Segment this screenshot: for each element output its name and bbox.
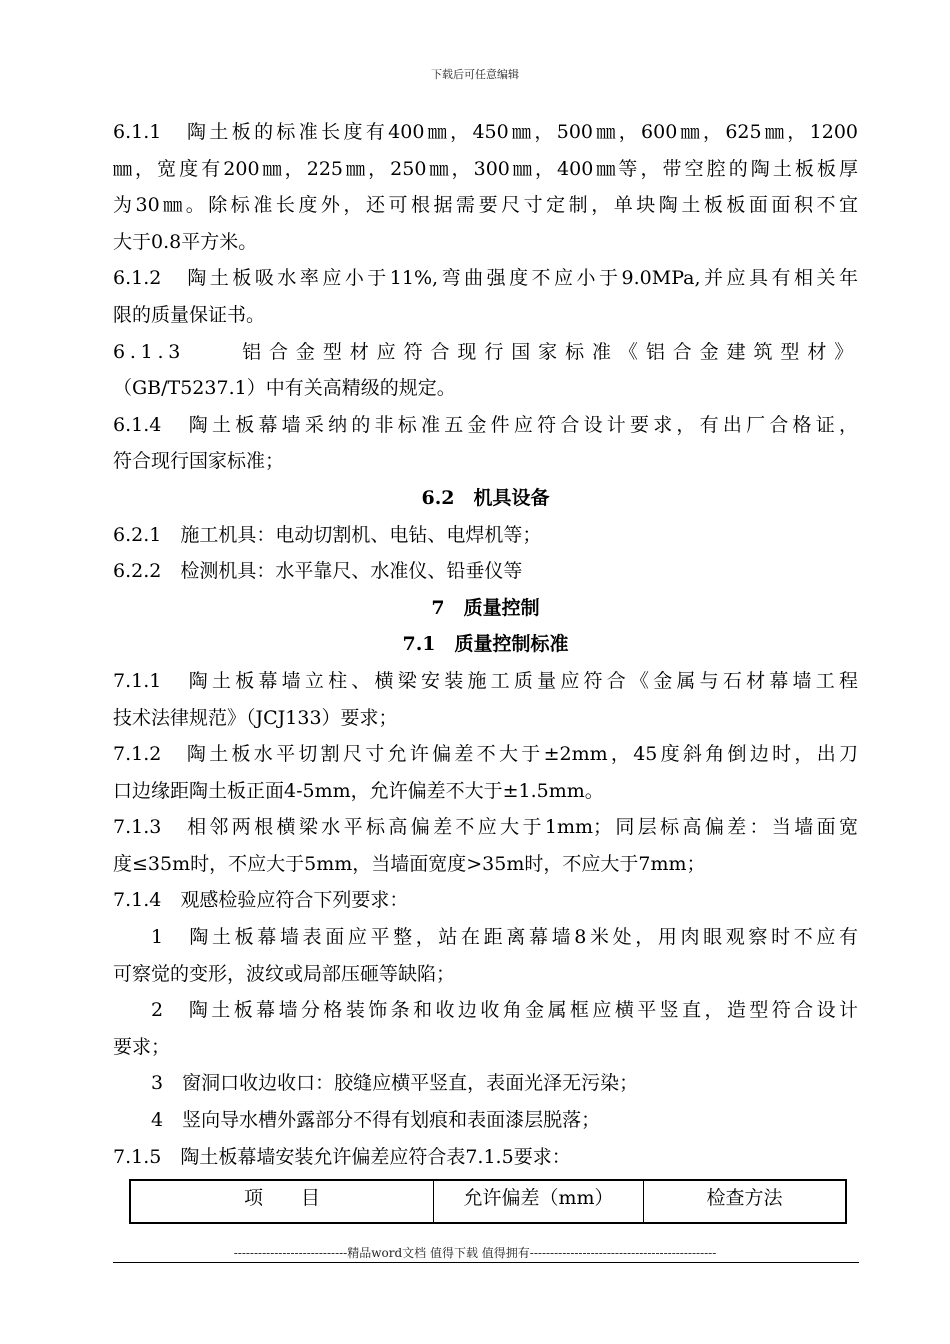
table-header-tolerance: 允许偏差（mm）: [434, 1180, 644, 1223]
text-line: ㎜，宽度有200㎜，225㎜，250㎜，300㎜，400㎜等，带空腔的陶土板板厚: [113, 157, 858, 180]
text-line: 7.1.1 陶土板幕墙立柱、横梁安装施工质量应符合《金属与石材幕墙工程: [113, 669, 858, 692]
text-line: 为30㎜。除标准长度外，还可根据需要尺寸定制，单块陶土板板面面积不宜: [113, 194, 858, 217]
text-line: 3 窗洞口收边收口：胶缝应横平竖直，表面光泽无污染；: [151, 1072, 639, 1095]
text-line: 6.1.2 陶土板吸水率应小于11%,弯曲强度不应小于9.0MPa,并应具有相关年: [113, 267, 858, 290]
table-header-item: 项 目: [130, 1180, 434, 1223]
text-line: 7.1.2 陶土板水平切割尺寸允许偏差不大于±2mm，45度斜角倒边时，出刀: [113, 743, 858, 766]
text-line: 6.2.2 检测机具：水平靠尺、水准仪、铅垂仪等: [113, 560, 523, 583]
table-header-method: 检查方法: [644, 1180, 847, 1223]
text-line: 1 陶土板幕墙表面应平整，站在距离幕墙8米处，用肉眼观察时不应有: [151, 926, 858, 949]
text-line: 口边缘距陶土板正面4-5mm，允许偏差不大于±1.5mm。: [113, 779, 604, 802]
text-line: 7.1.4 观感检验应符合下列要求：: [113, 889, 409, 912]
text-line: 度≤35m时，不应大于5mm，当墙面宽度>35m时，不应大于7mm；: [113, 852, 706, 875]
text-line: （GB/T5237.1）中有关高精级的规定。: [113, 377, 456, 400]
page-header: 下载后可任意编辑: [431, 68, 519, 81]
text-line: 6.1.4 陶土板幕墙采纳的非标准五金件应符合设计要求，有出厂合格证，: [113, 413, 858, 436]
text-line: 4 竖向导水槽外露部分不得有划痕和表面漆层脱落；: [151, 1109, 601, 1132]
text-line: 7.1.3 相邻两根横梁水平标高偏差不应大于1mm；同层标高偏差：当墙面宽: [113, 816, 858, 839]
footer-divider: [113, 1262, 859, 1263]
section-heading: 7 质量控制: [431, 596, 540, 619]
page-footer: ----------------------------精品word文档 值得下载 值得拥有----------------------------------------------: [233, 1246, 717, 1260]
text-line: 可察觉的变形，波纹或局部压砸等缺陷；: [113, 962, 456, 985]
text-line: 6.1.1 陶土板的标准长度有400㎜，450㎜，500㎜，600㎜，625㎜，1200: [113, 121, 858, 143]
text-line: 6.2.1 施工机具：电动切割机、电钻、电焊机等；: [113, 523, 542, 546]
text-line: 2 陶土板幕墙分格装饰条和收边收角金属框应横平竖直，造型符合设计: [151, 999, 858, 1022]
section-heading: 6.2 机具设备: [421, 486, 550, 509]
text-line: 符合现行国家标准；: [113, 450, 285, 473]
text-line: 7.1.5 陶土板幕墙安装允许偏差应符合表7.1.5要求：: [113, 1145, 571, 1168]
tolerance-table: [129, 1179, 847, 1224]
text-line: 技术法律规范》（JCJ133）要求；: [113, 706, 398, 729]
section-heading: 7.1 质量控制标准: [402, 633, 569, 656]
table-header-row: [130, 1180, 846, 1223]
text-line: 6.1.3 铝合金型材应符合现行国家标准《铝合金建筑型材》: [113, 340, 858, 363]
text-line: 要求；: [113, 1035, 171, 1058]
text-line: 大于0.8平方米。: [113, 230, 258, 253]
document-body: [113, 114, 858, 1175]
text-line: 限的质量保证书。: [113, 303, 266, 326]
